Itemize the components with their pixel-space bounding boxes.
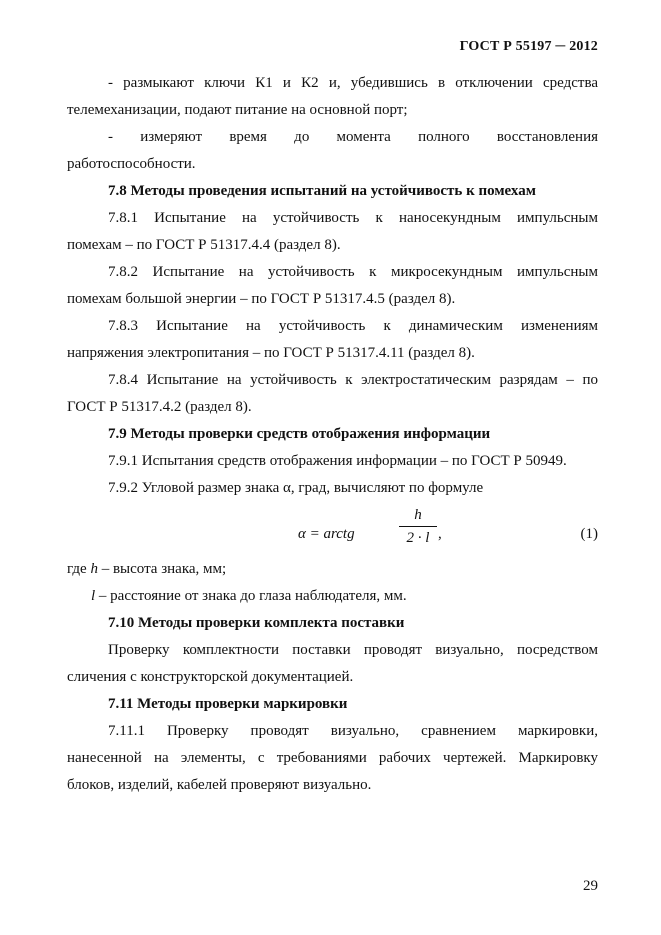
paragraph-7-11-1: 7.11.1 Проверку проводят визуально, сравнением маркировки, bbox=[108, 723, 598, 739]
formula-1 bbox=[67, 504, 598, 556]
formula-comma: , bbox=[438, 526, 442, 542]
where-l-variable: l bbox=[91, 588, 96, 604]
section-heading-7-8: 7.8 Методы проведения испытаний на устойчивость к помехам bbox=[108, 183, 536, 199]
where-h-prefix: где bbox=[67, 561, 91, 577]
paragraph-7-9-2: 7.9.2 Угловой размер знака α, град, вычисляют по формуле bbox=[108, 480, 484, 496]
section-heading-7-9: 7.9 Методы проверки средств отображения информации bbox=[108, 426, 491, 442]
page-number: 29 bbox=[583, 878, 598, 894]
formula-denominator: 2 · l bbox=[406, 530, 430, 546]
where-h-text: – высота знака, мм; bbox=[97, 561, 227, 577]
list-item-measure: - измеряют время до момента полного восстановления bbox=[108, 129, 598, 145]
paragraph-7-8-3: 7.8.3 Испытание на устойчивость к динамическим изменениям bbox=[108, 318, 598, 334]
list-item-disconnect: - размыкают ключи К1 и К2 и, убедившись в отключении средства bbox=[108, 75, 598, 91]
paragraph-7-8-2-cont: помехам большой энергии – по ГОСТ Р 51317.4.5 (раздел 8). bbox=[67, 291, 456, 307]
section-heading-7-11: 7.11 Методы проверки маркировки bbox=[108, 696, 348, 712]
paragraph-7-8-4: 7.8.4 Испытание на устойчивость к электростатическим разрядам – по bbox=[108, 372, 598, 388]
paragraph-7-9-1: 7.9.1 Испытания средств отображения информации – по ГОСТ Р 50949. bbox=[108, 453, 567, 469]
paragraph-7-10-cont: сличения с конструкторской документацией. bbox=[67, 669, 354, 685]
paragraph-7-8-2: 7.8.2 Испытание на устойчивость к микросекундным импульсным bbox=[108, 264, 598, 280]
where-l-line bbox=[67, 583, 598, 610]
where-l-text: – расстояние от знака до глаза наблюдателя, мм. bbox=[95, 588, 407, 604]
paragraph-7-8-1-cont: помехам – по ГОСТ Р 51317.4.4 (раздел 8). bbox=[67, 237, 341, 253]
list-item-disconnect-cont: телемеханизации, подают питание на основной порт; bbox=[67, 102, 408, 118]
paragraph-7-8-3-cont: напряжения электропитания – по ГОСТ Р 51317.4.11 (раздел 8). bbox=[67, 345, 475, 361]
list-item-measure-cont: работоспособности. bbox=[67, 156, 196, 172]
paragraph-7-10: Проверку комплектности поставки проводят визуально, посредством bbox=[108, 642, 598, 658]
formula-lhs: α = arctg bbox=[298, 526, 355, 542]
formula-number: (1) bbox=[580, 526, 598, 542]
paragraph-7-8-1: 7.8.1 Испытание на устойчивость к наносекундным импульсным bbox=[108, 210, 598, 226]
where-h-line bbox=[67, 556, 598, 583]
paragraph-7-8-4-cont: ГОСТ Р 51317.4.2 (раздел 8). bbox=[67, 399, 252, 415]
paragraph-7-11-1-cont: нанесенной на элементы, с требованиями рабочих чертежей. Маркировку bbox=[67, 750, 598, 766]
formula-numerator: h bbox=[414, 507, 422, 523]
section-heading-7-10: 7.10 Методы проверки комплекта поставки bbox=[108, 615, 405, 631]
paragraph-7-11-1-end: блоков, изделий, кабелей проверяют визуально. bbox=[67, 777, 372, 793]
formula-fraction bbox=[399, 506, 437, 547]
document-header: ГОСТ Р 55197 ─ 2012 bbox=[459, 39, 598, 54]
fraction-bar bbox=[399, 526, 437, 527]
where-h-variable: h bbox=[90, 561, 98, 577]
document-body bbox=[67, 70, 598, 799]
